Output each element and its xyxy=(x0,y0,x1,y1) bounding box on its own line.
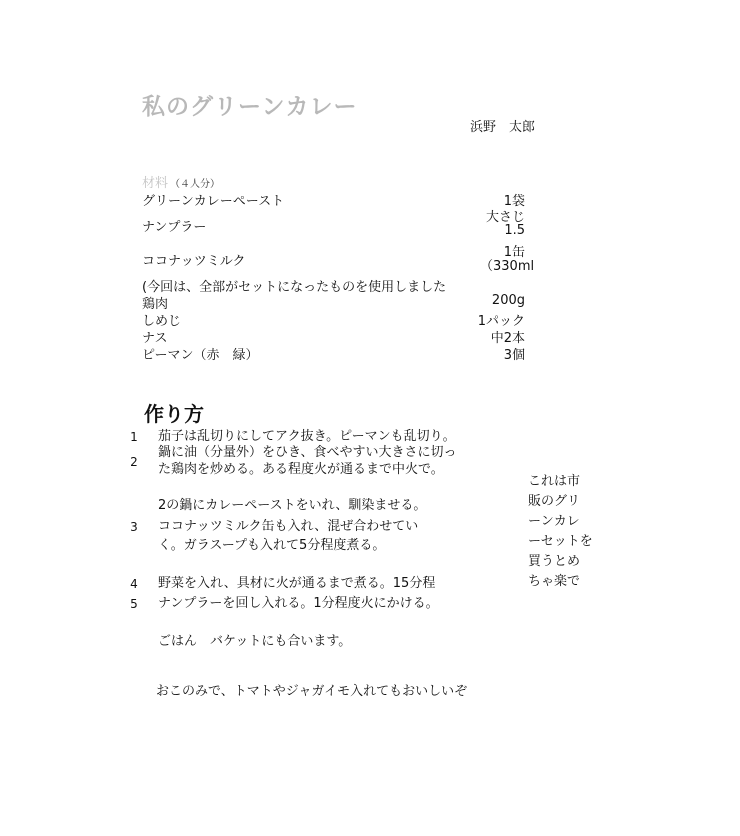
ingredient-amount: 大さじ xyxy=(485,210,525,225)
ingredient-amount: 1.5 xyxy=(504,223,525,238)
step-number: 2 xyxy=(130,455,138,469)
ingredient-name: 鶏肉 xyxy=(142,297,169,312)
step-number: 3 xyxy=(130,520,138,534)
ingredient-amount: 中2本 xyxy=(490,331,525,346)
ingredient-name: しめじ xyxy=(142,314,182,329)
author-name: 浜野 太郎 xyxy=(470,120,536,135)
step-text: ナンプラーを回し入れる。1分程度火にかける。 xyxy=(158,596,439,611)
ingredient-name: ココナッツミルク xyxy=(142,254,246,269)
side-note-line: 買うとめ xyxy=(528,554,581,569)
method-heading: 作り方 xyxy=(144,402,204,426)
ingredient-amount: 1袋 xyxy=(503,194,525,209)
servings-label: （４人分） xyxy=(170,179,221,190)
ingredient-amount: （330ml xyxy=(480,259,535,274)
side-note-line: これは市 xyxy=(528,474,581,489)
step-number: 4 xyxy=(130,577,138,591)
step-text: 野菜を入れ、具材に火が通るまで煮る。15分程 xyxy=(158,576,436,591)
step-text: 2の鍋にカレーペーストをいれ、馴染ませる。 xyxy=(158,498,427,513)
side-note-line: ーセットを xyxy=(528,534,593,549)
ingredient-amount: 3個 xyxy=(503,348,525,363)
ingredient-name: グリーンカレーペースト xyxy=(142,194,285,209)
ingredient-amount: 200g xyxy=(491,293,525,308)
ingredient-note: (今回は、全部がセットになったものを使用しました xyxy=(142,280,447,295)
ingredient-amount: 1缶 xyxy=(503,245,525,260)
step-text: く。ガラスープも入れて5分程度煮る。 xyxy=(158,538,386,553)
step-text: 茄子は乱切りにしてアク抜き。ピーマンも乱切り。 xyxy=(158,429,456,444)
ingredients-heading-label: 材料 xyxy=(142,176,169,191)
step-text: た鶏肉を炒める。ある程度火が通るまで中火で。 xyxy=(158,462,444,477)
step-number: 1 xyxy=(130,430,138,444)
ingredient-name: ナンプラー xyxy=(142,220,207,235)
ingredient-name: ナス xyxy=(142,331,168,346)
side-note-line: 販のグリ xyxy=(528,494,581,509)
variation-note: おこのみで、トマトやジャガイモ入れてもおいしいぞ xyxy=(156,684,468,699)
ingredients-heading xyxy=(142,172,220,191)
step-text: ココナッツミルク缶も入れ、混ぜ合わせてい xyxy=(158,519,419,534)
ingredient-amount: 1パック xyxy=(477,314,525,329)
side-note-line: ーンカレ xyxy=(528,514,580,529)
serving-note: ごはん バケットにも合います。 xyxy=(158,634,352,649)
side-note-line: ちゃ楽で xyxy=(528,574,581,589)
ingredient-name: ピーマン（赤 緑） xyxy=(142,348,259,363)
recipe-title: 私のグリーンカレー xyxy=(142,94,358,120)
step-number: 5 xyxy=(130,597,138,611)
step-text: 鍋に油（分量外）をひき、食べやすい大きさに切っ xyxy=(158,445,457,460)
side-note-box xyxy=(528,472,596,589)
